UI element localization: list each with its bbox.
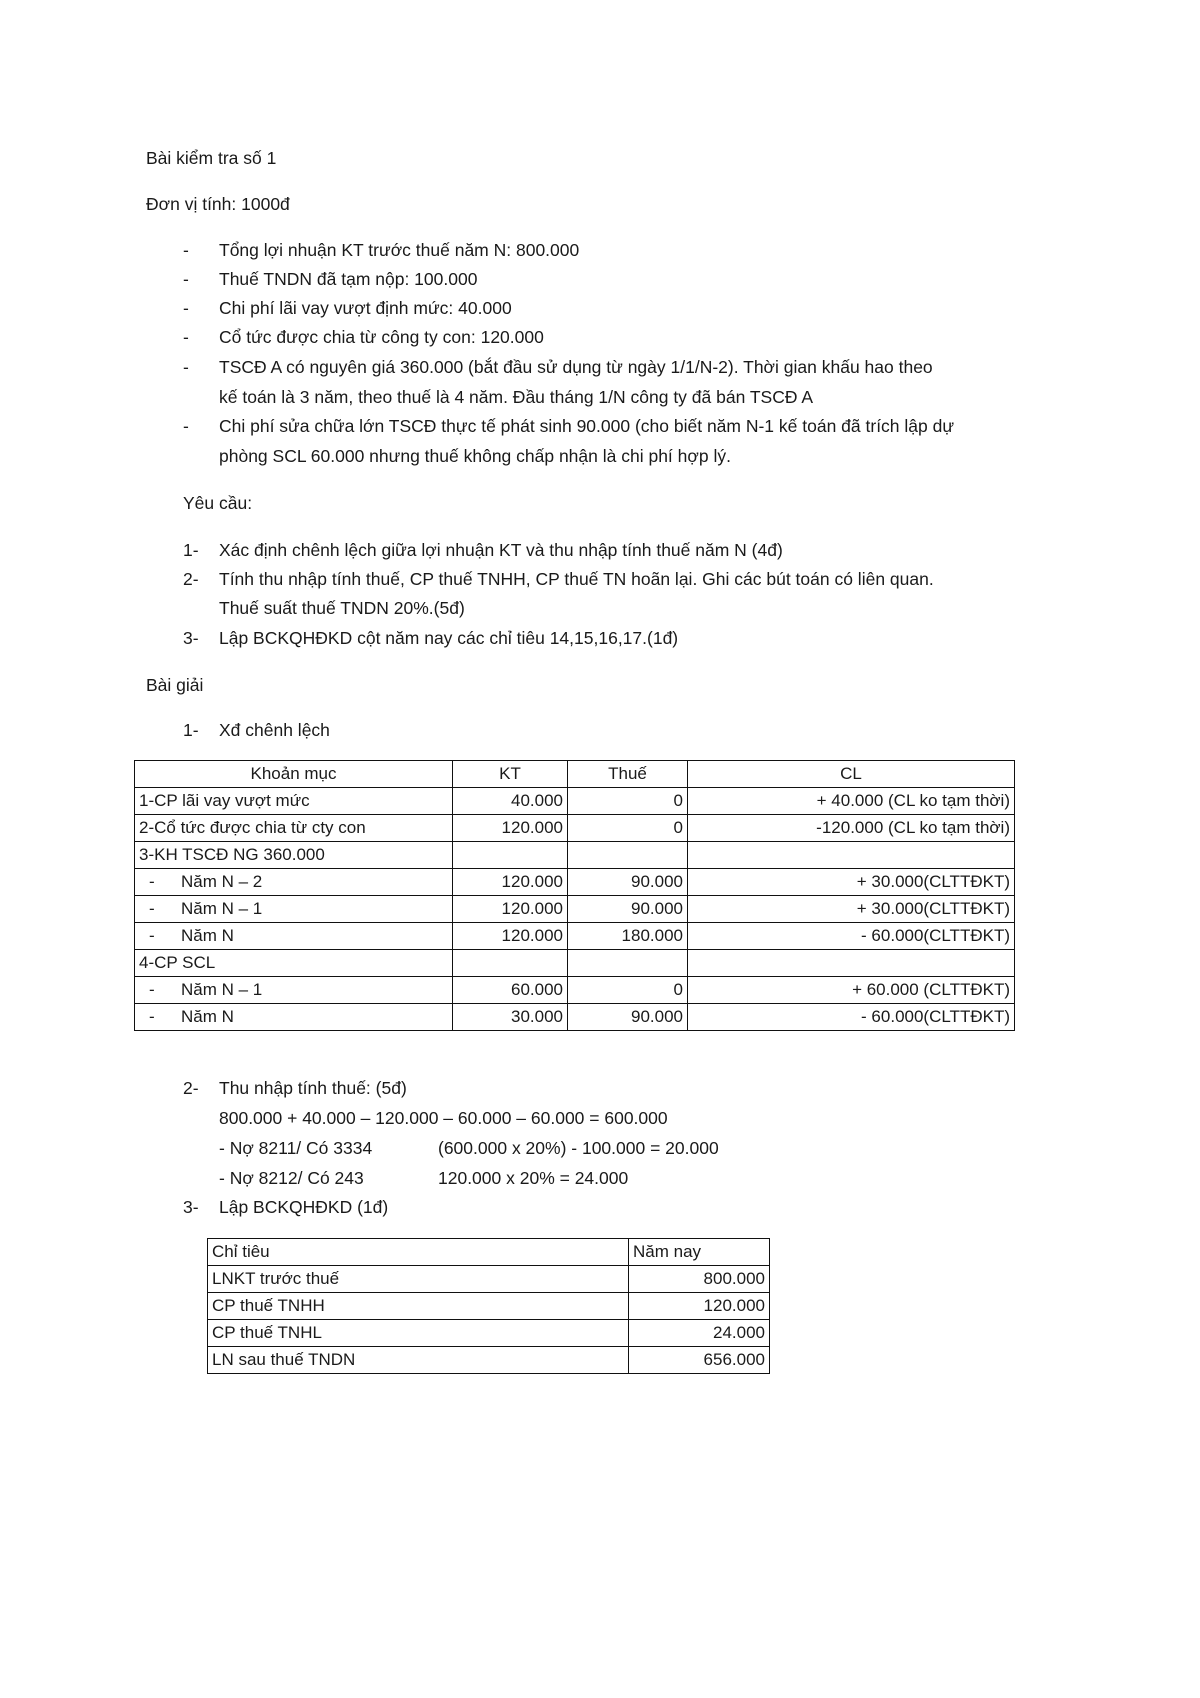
value-cell: 800.000 [629, 1266, 770, 1293]
item-cell [135, 977, 453, 1004]
solution-heading: Bài giải [146, 675, 204, 695]
income-report-table [207, 1238, 770, 1374]
taxable-income-calc: 800.000 + 40.000 – 120.000 – 60.000 – 60.000 = 600.000 [219, 1108, 668, 1128]
thue-cell [568, 950, 688, 977]
requirement-item: Xác định chênh lệch giữa lợi nhuận KT và thu nhập tính thuế năm N (4đ) [219, 540, 783, 560]
sub-dash: - [149, 1006, 155, 1026]
item-cell: 3-KH TSCĐ NG 360.000 [135, 842, 453, 869]
table-row [208, 1293, 770, 1320]
journal-entry-account: - Nợ 8211/ Có 3334 [219, 1138, 373, 1158]
item-cell [135, 896, 453, 923]
kt-cell [453, 950, 568, 977]
bullet-dash: - [183, 357, 189, 377]
unit-line: Đơn vị tính: 1000đ [146, 194, 290, 214]
difference-table [134, 760, 1015, 1031]
requirement-item: Lập BCKQHĐKD cột năm nay các chỉ tiêu 14,15,16,17.(1đ) [219, 628, 679, 648]
document-title: Bài kiểm tra số 1 [146, 148, 277, 168]
requirement-number: 3- [183, 628, 199, 648]
value-cell: 656.000 [629, 1347, 770, 1374]
given-item: Chi phí sửa chữa lớn TSCĐ thực tế phát sinh 90.000 (cho biết năm N-1 kế toán đã trích lập dự [219, 416, 955, 436]
cl-cell: + 40.000 (CL ko tạm thời) [688, 788, 1015, 815]
bullet-dash: - [183, 416, 189, 436]
given-item: Chi phí lãi vay vượt định mức: 40.000 [219, 298, 512, 318]
header-cell: CL [688, 761, 1015, 788]
requirement-item: Tính thu nhập tính thuế, CP thuế TNHH, CP thuế TN hoãn lại. Ghi các bút toán có liên quan. [219, 569, 934, 589]
step-number: 1- [183, 720, 199, 740]
thue-cell [568, 842, 688, 869]
label-cell: LNKT trước thuế [208, 1266, 629, 1293]
bullet-dash: - [183, 298, 189, 318]
table-row [135, 815, 1015, 842]
journal-entry-amount: (600.000 x 20%) - 100.000 = 20.000 [438, 1138, 719, 1158]
item-label: Năm N – 1 [181, 979, 263, 999]
label-cell: CP thuế TNHL [208, 1320, 629, 1347]
table-row [135, 869, 1015, 896]
table-row [208, 1320, 770, 1347]
item-label: Năm N [181, 925, 234, 945]
header-cell: Năm nay [629, 1239, 770, 1266]
item-cell [135, 869, 453, 896]
table-row [135, 950, 1015, 977]
requirement-number: 2- [183, 569, 199, 589]
sub-dash: - [149, 979, 155, 999]
cl-cell: - 60.000(CLTTĐKT) [688, 923, 1015, 950]
table-row [135, 923, 1015, 950]
sub-dash: - [149, 925, 155, 945]
step-title: Xđ chênh lệch [219, 720, 330, 740]
bullet-dash: - [183, 269, 189, 289]
cl-cell [688, 842, 1015, 869]
item-cell: 2-Cổ tức được chia từ cty con [135, 815, 453, 842]
table-row [135, 842, 1015, 869]
kt-cell: 30.000 [453, 1004, 568, 1031]
table-header-row [135, 761, 1015, 788]
kt-cell [453, 842, 568, 869]
table-row [208, 1347, 770, 1374]
requirement-number: 1- [183, 540, 199, 560]
item-label: Năm N – 2 [181, 871, 263, 891]
journal-entry-amount: 120.000 x 20% = 24.000 [438, 1168, 629, 1188]
value-cell: 120.000 [629, 1293, 770, 1320]
table-row [135, 788, 1015, 815]
step-number: 3- [183, 1197, 199, 1217]
step-title: Thu nhập tính thuế: (5đ) [219, 1078, 407, 1098]
item-label: Năm N – 1 [181, 898, 263, 918]
given-item: Thuế TNDN đã tạm nộp: 100.000 [219, 269, 478, 289]
label-cell: CP thuế TNHH [208, 1293, 629, 1320]
kt-cell: 120.000 [453, 869, 568, 896]
cl-cell [688, 950, 1015, 977]
cl-cell: - 60.000(CLTTĐKT) [688, 1004, 1015, 1031]
value-cell: 24.000 [629, 1320, 770, 1347]
thue-cell: 0 [568, 788, 688, 815]
cl-cell: + 60.000 (CLTTĐKT) [688, 977, 1015, 1004]
step-title: Lập BCKQHĐKD (1đ) [219, 1197, 389, 1217]
given-item-continued: phòng SCL 60.000 nhưng thuế không chấp nhận là chi phí hợp lý. [219, 446, 731, 466]
item-cell [135, 923, 453, 950]
given-item: Cổ tức được chia từ công ty con: 120.000 [219, 327, 544, 347]
cl-cell: + 30.000(CLTTĐKT) [688, 869, 1015, 896]
item-cell [135, 1004, 453, 1031]
table-row [135, 1004, 1015, 1031]
requirements-heading: Yêu cầu: [183, 493, 253, 513]
header-cell: KT [453, 761, 568, 788]
sub-dash: - [149, 898, 155, 918]
kt-cell: 120.000 [453, 815, 568, 842]
item-label: Năm N [181, 1006, 234, 1026]
given-item: Tổng lợi nhuận KT trước thuế năm N: 800.000 [219, 240, 580, 260]
thue-cell: 180.000 [568, 923, 688, 950]
thue-cell: 90.000 [568, 896, 688, 923]
requirement-item-continued: Thuế suất thuế TNDN 20%.(5đ) [219, 598, 465, 618]
cl-cell: + 30.000(CLTTĐKT) [688, 896, 1015, 923]
header-cell: Thuế [568, 761, 688, 788]
table-row [135, 896, 1015, 923]
given-item-continued: kế toán là 3 năm, theo thuế là 4 năm. Đầu tháng 1/N công ty đã bán TSCĐ A [219, 387, 814, 407]
table-header-row [208, 1239, 770, 1266]
header-cell: Khoản mục [135, 761, 453, 788]
thue-cell: 0 [568, 815, 688, 842]
label-cell: LN sau thuế TNDN [208, 1347, 629, 1374]
thue-cell: 90.000 [568, 869, 688, 896]
sub-dash: - [149, 871, 155, 891]
given-item: TSCĐ A có nguyên giá 360.000 (bắt đầu sử dụng từ ngày 1/1/N-2). Thời gian khấu hao theo [219, 357, 933, 377]
bullet-dash: - [183, 240, 189, 260]
kt-cell: 40.000 [453, 788, 568, 815]
step-number: 2- [183, 1078, 199, 1098]
cl-cell: -120.000 (CL ko tạm thời) [688, 815, 1015, 842]
kt-cell: 120.000 [453, 923, 568, 950]
item-cell: 1-CP lãi vay vượt mức [135, 788, 453, 815]
kt-cell: 120.000 [453, 896, 568, 923]
thue-cell: 0 [568, 977, 688, 1004]
table-row [208, 1266, 770, 1293]
header-cell: Chỉ tiêu [208, 1239, 629, 1266]
journal-entry-account: - Nợ 8212/ Có 243 [219, 1168, 364, 1188]
item-cell: 4-CP SCL [135, 950, 453, 977]
bullet-dash: - [183, 327, 189, 347]
thue-cell: 90.000 [568, 1004, 688, 1031]
table-row [135, 977, 1015, 1004]
kt-cell: 60.000 [453, 977, 568, 1004]
